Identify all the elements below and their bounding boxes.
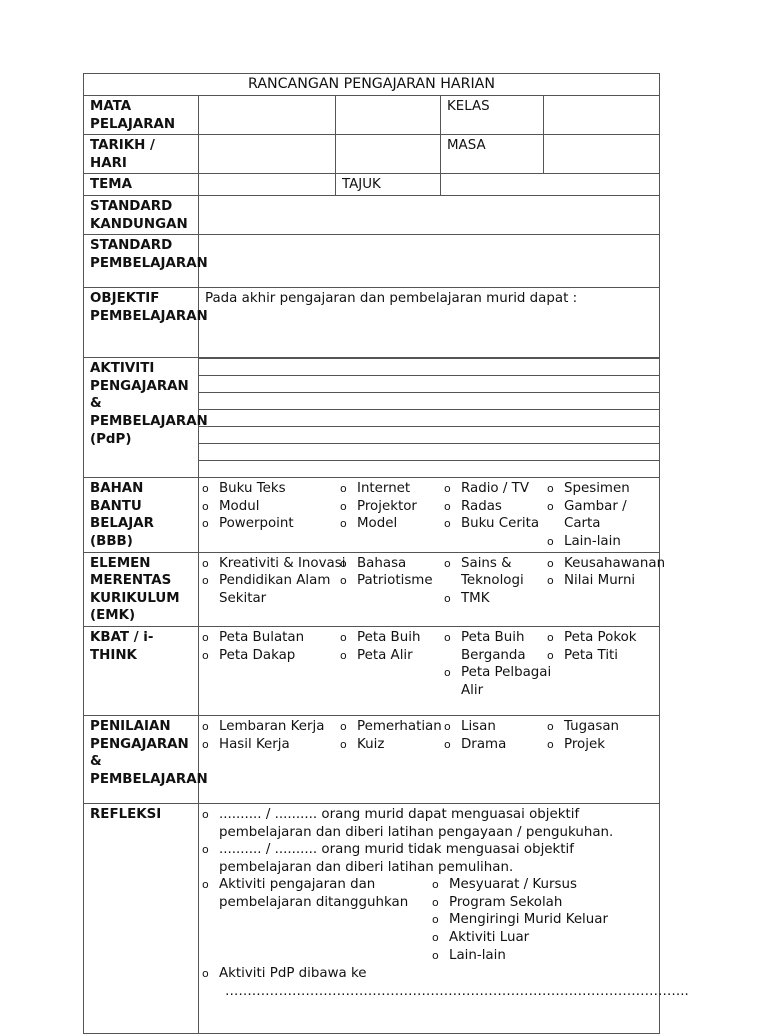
bbb-column — [347, 480, 451, 550]
refleksi-dots: ………………………………………………………………………………………….. — [225, 983, 689, 999]
label-refleksi: REFLEKSI — [84, 803, 199, 1033]
kbat-option[interactable]: o Peta Buih Berganda — [451, 629, 554, 664]
refleksi-reason-option[interactable]: o Lain-lain — [439, 947, 669, 965]
label-bbb: BAHAN BANTU BELAJAR (BBB) — [84, 478, 199, 552]
label-penilaian: PENILAIAN PENGAJARAN & PEMBELAJARAN — [84, 715, 199, 803]
bbb-column — [554, 480, 666, 550]
bbb-option[interactable]: o Buku Teks — [209, 480, 347, 498]
field-tarikh[interactable] — [199, 135, 336, 174]
field-tajuk[interactable] — [441, 174, 660, 196]
kbat-option[interactable]: o Peta Bulatan — [209, 629, 347, 647]
refleksi-options — [199, 803, 689, 1033]
emk-column — [451, 555, 554, 608]
emk-option[interactable]: o Kreativiti & Inovasi — [209, 555, 347, 573]
label-kbat: KBAT / i-THINK — [84, 626, 199, 715]
penilaian-column — [451, 718, 554, 753]
label-kelas: KELAS — [441, 96, 544, 135]
emk-option[interactable]: o Pendidikan Alam Sekitar — [209, 572, 347, 607]
bbb-option[interactable]: o Projektor — [347, 498, 451, 516]
penilaian-column — [554, 718, 666, 753]
emk-column — [209, 555, 347, 608]
label-tarikh-hari: TARIKH / HARI — [84, 135, 199, 174]
refleksi-option-tidak-menguasai[interactable]: o .......... / .......... orang murid tidak menguasai objektif pembelajaran dan diberi latihan pemulihan. — [209, 841, 655, 876]
bbb-option[interactable]: o Radas — [451, 498, 554, 516]
bbb-options — [199, 478, 660, 552]
emk-option[interactable]: o Patriotisme — [347, 572, 451, 590]
refleksi-reason-option[interactable]: o Aktiviti Luar — [439, 929, 669, 947]
form-title: RANCANGAN PENGAJARAN HARIAN — [84, 74, 660, 96]
label-tema: TEMA — [84, 174, 199, 196]
penilaian-option[interactable]: o Kuiz — [347, 736, 451, 754]
emk-option[interactable]: o Bahasa — [347, 555, 451, 573]
aktiviti-lines[interactable] — [199, 358, 660, 478]
penilaian-option[interactable]: o Drama — [451, 736, 554, 754]
bbb-option[interactable]: o Modul — [209, 498, 347, 516]
bbb-column — [209, 480, 347, 550]
field-mata-pelajaran-2[interactable] — [336, 96, 441, 135]
kbat-option[interactable]: o Peta Alir — [347, 647, 451, 665]
bbb-option[interactable]: o Gambar / Carta — [554, 498, 666, 533]
refleksi-option-menguasai[interactable]: o .......... / .......... orang murid dapat menguasai objektif pembelajaran dan diberi latihan pengayaan / pengukuhan. — [209, 806, 655, 841]
field-objektif[interactable] — [199, 288, 660, 358]
emk-option[interactable]: o Nilai Murni — [554, 572, 666, 590]
penilaian-column — [347, 718, 451, 753]
kbat-option[interactable]: o Peta Titi — [554, 647, 666, 665]
bbb-option[interactable]: o Powerpoint — [209, 515, 347, 533]
label-standard-pembelajaran: STANDARD PEMBELAJARAN — [84, 235, 199, 288]
field-hari[interactable] — [336, 135, 441, 174]
bbb-option[interactable]: o Buku Cerita — [451, 515, 554, 533]
refleksi-reason-option[interactable]: o Mesyuarat / Kursus — [439, 876, 669, 894]
bbb-option[interactable]: o Model — [347, 515, 451, 533]
field-standard-kandungan[interactable] — [199, 195, 660, 234]
emk-column — [554, 555, 666, 608]
emk-option[interactable]: o Keusahawanan — [554, 555, 666, 573]
label-emk: ELEMEN MERENTAS KURIKULUM (EMK) — [84, 552, 199, 626]
label-masa: MASA — [441, 135, 544, 174]
field-mata-pelajaran[interactable] — [199, 96, 336, 135]
kbat-column — [451, 629, 554, 699]
penilaian-option[interactable]: o Projek — [554, 736, 666, 754]
rph-form — [83, 73, 689, 1034]
emk-option[interactable]: o Sains & Teknologi — [451, 555, 554, 590]
label-aktiviti: AKTIVITI PENGAJARAN & PEMBELAJARAN (PdP) — [84, 358, 199, 478]
field-standard-pembelajaran[interactable] — [199, 235, 660, 288]
bbb-option[interactable]: o Spesimen — [554, 480, 666, 498]
label-mata-pelajaran: MATA PELAJARAN — [84, 96, 199, 135]
penilaian-option[interactable]: o Tugasan — [554, 718, 666, 736]
refleksi-option-dibawa-ke[interactable]: o Aktiviti PdP dibawa ke — [209, 965, 655, 983]
bbb-column — [451, 480, 554, 550]
penilaian-option[interactable]: o Pemerhatian — [347, 718, 451, 736]
penilaian-option[interactable]: o Hasil Kerja — [209, 736, 347, 754]
kbat-column — [209, 629, 347, 699]
penilaian-option[interactable]: o Lisan — [451, 718, 554, 736]
kbat-option[interactable]: o Peta Buih — [347, 629, 451, 647]
label-tajuk: TAJUK — [336, 174, 441, 196]
bbb-option[interactable]: o Lain-lain — [554, 533, 666, 551]
field-tema[interactable] — [199, 174, 336, 196]
kbat-column — [347, 629, 451, 699]
bbb-option[interactable]: o Internet — [347, 480, 451, 498]
emk-column — [347, 555, 451, 608]
penilaian-column — [209, 718, 347, 753]
kbat-option[interactable]: o Peta Pokok — [554, 629, 666, 647]
refleksi-reason-option[interactable]: o Mengiringi Murid Keluar — [439, 911, 669, 929]
emk-options — [199, 552, 666, 626]
emk-option[interactable]: o TMK — [451, 590, 554, 608]
penilaian-options — [199, 715, 660, 803]
kbat-option[interactable]: o Peta Pelbagai Alir — [451, 664, 554, 699]
objektif-text: Pada akhir pengajaran dan pembelajaran murid dapat : — [205, 291, 578, 307]
rph-table — [83, 73, 689, 1034]
refleksi-option-ditangguhkan[interactable]: o Aktiviti pengajaran dan pembelajaran ditangguhkan — [209, 876, 439, 911]
bbb-option[interactable]: o Radio / TV — [451, 480, 554, 498]
kbat-option[interactable]: o Peta Dakap — [209, 647, 347, 665]
refleksi-reason-option[interactable]: o Program Sekolah — [439, 894, 669, 912]
field-kelas[interactable] — [544, 96, 660, 135]
kbat-options — [199, 626, 660, 715]
penilaian-option[interactable]: o Lembaran Kerja — [209, 718, 347, 736]
label-objektif: OBJEKTIF PEMBELAJARAN — [84, 288, 199, 358]
label-standard-kandungan: STANDARD KANDUNGAN — [84, 195, 199, 234]
kbat-column — [554, 629, 666, 699]
field-masa[interactable] — [544, 135, 660, 174]
